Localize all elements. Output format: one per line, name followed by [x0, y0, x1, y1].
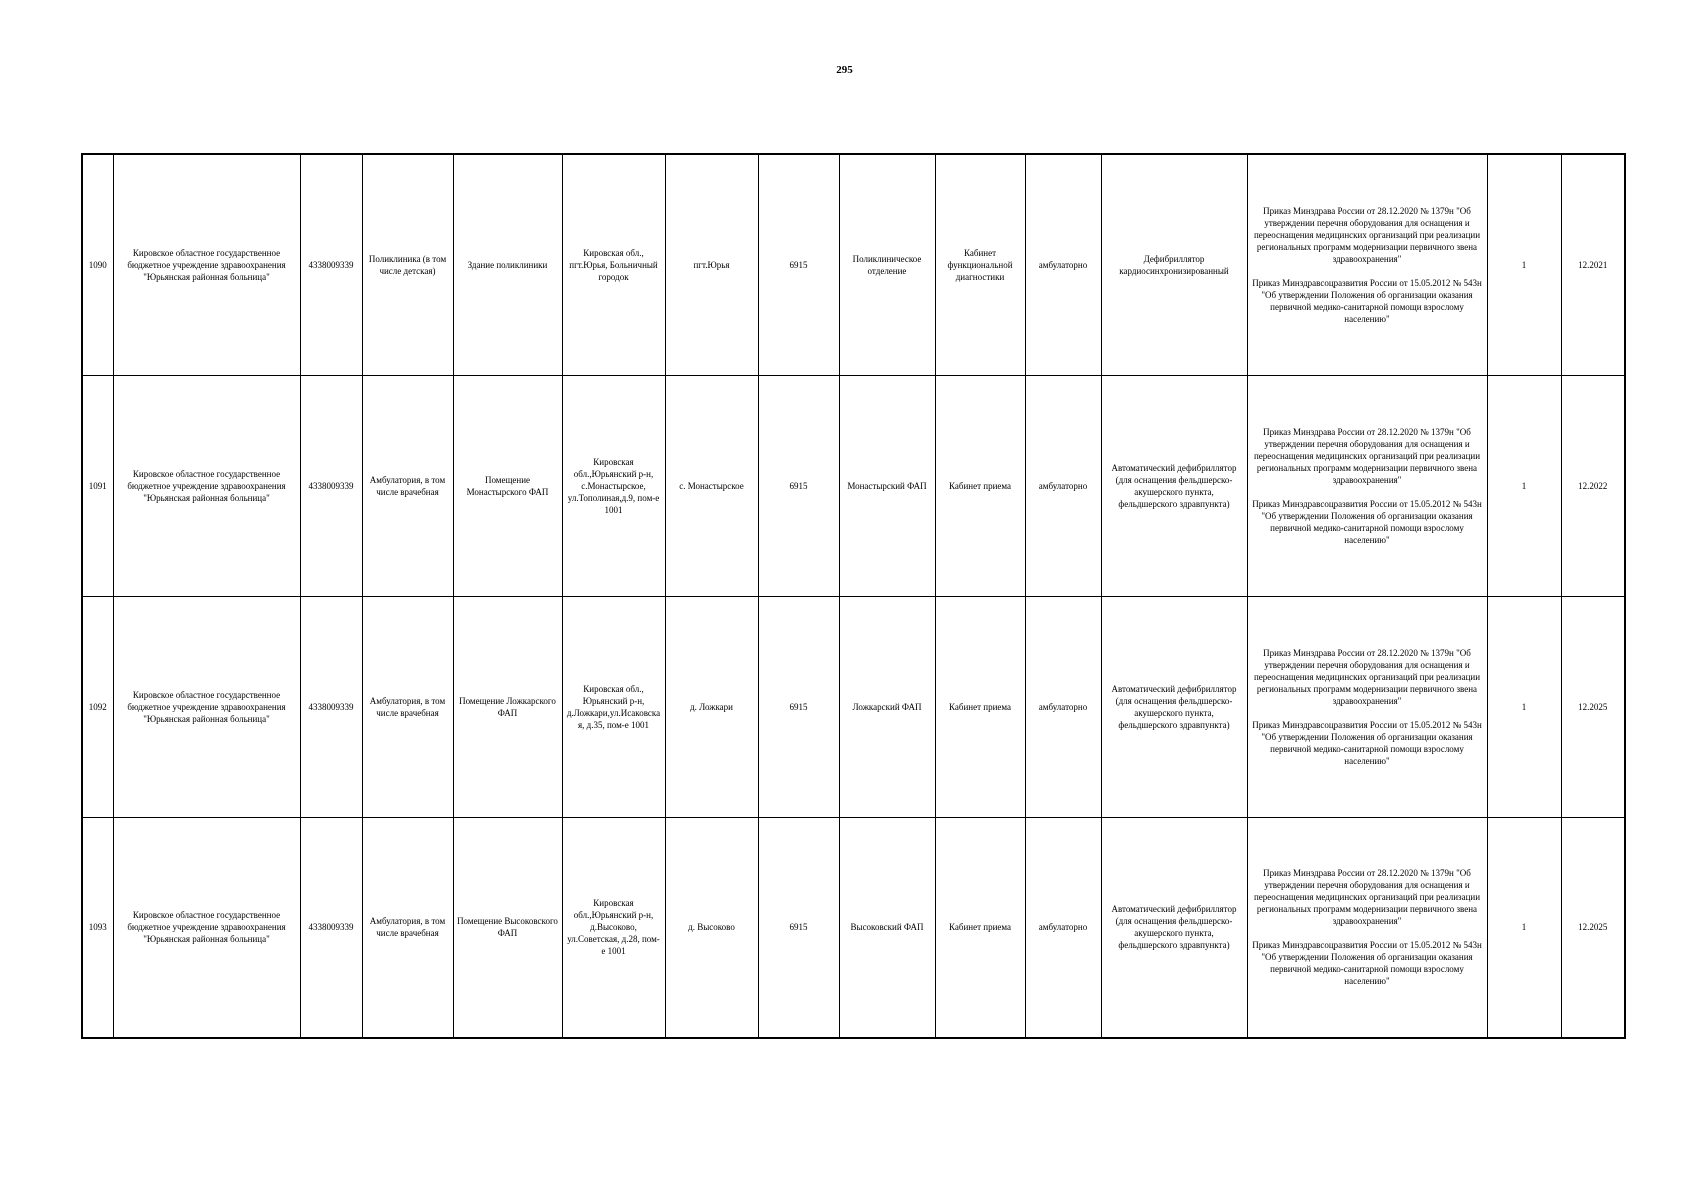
building: Помещение Ложкарского ФАП [453, 596, 562, 817]
quantity: 1 [1487, 154, 1561, 375]
care-mode: амбулаторно [1025, 154, 1101, 375]
building: Помещение Высоковского ФАП [453, 817, 562, 1038]
legal-basis-order-543n: Приказ Минздравсоцразвития России от 15.05.2012 № 543н "Об утверждении Положения об организации оказания первичной медико-санитарной помощи взрослому населению" [1252, 719, 1482, 766]
equipment: Автоматический дефибриллятор (для оснащения фельдшерско-акушерского пункта, фельдшерского здравпункта) [1101, 817, 1247, 1038]
organization-name: Кировское областное государственное бюджетное учреждение здравоохранения "Юрьянская районная больница" [113, 596, 300, 817]
organization-name: Кировское областное государственное бюджетное учреждение здравоохранения "Юрьянская районная больница" [113, 154, 300, 375]
room: Кабинет функциональной диагностики [935, 154, 1025, 375]
facility-type: Амбулатория, в том числе врачебная [362, 375, 453, 596]
care-mode: амбулаторно [1025, 817, 1101, 1038]
row-number: 1093 [82, 817, 113, 1038]
inn: 4338009339 [300, 154, 362, 375]
date: 12.2025 [1561, 817, 1625, 1038]
row-number: 1091 [82, 375, 113, 596]
settlement: д. Ложкари [665, 596, 758, 817]
table-row [82, 375, 1625, 596]
table-row [82, 596, 1625, 817]
department: Поликлиническое отделение [839, 154, 935, 375]
row-number: 1092 [82, 596, 113, 817]
organization-name: Кировское областное государственное бюджетное учреждение здравоохранения "Юрьянская районная больница" [113, 375, 300, 596]
equipment: Дефибриллятор кардиосинхронизированный [1101, 154, 1247, 375]
department: Монастырский ФАП [839, 375, 935, 596]
legal-basis [1247, 375, 1487, 596]
legal-basis-order-1379n: Приказ Минздрава России от 28.12.2020 № 1379н "Об утверждении перечня оборудования для оснащения и переоснащения медицинских организаций при реализации региональных программ модернизации первичного звена здравоохранения" [1253, 868, 1481, 927]
building: Здание поликлиники [453, 154, 562, 375]
settlement: д. Высоково [665, 817, 758, 1038]
row-number: 1090 [82, 154, 113, 375]
facility-type: Амбулатория, в том числе врачебная [362, 596, 453, 817]
settlement: пгт.Юрья [665, 154, 758, 375]
date: 12.2022 [1561, 375, 1625, 596]
table-row [82, 817, 1625, 1038]
legal-basis-order-543n: Приказ Минздравсоцразвития России от 15.05.2012 № 543н "Об утверждении Положения об организации оказания первичной медико-санитарной помощи взрослому населению" [1252, 940, 1482, 987]
inn: 4338009339 [300, 817, 362, 1038]
address: Кировская обл., Юрьянский р-н, д.Ложкари,ул.Исаковская, д.35, пом-е 1001 [562, 596, 665, 817]
date: 12.2021 [1561, 154, 1625, 375]
organization-name: Кировское областное государственное бюджетное учреждение здравоохранения "Юрьянская районная больница" [113, 817, 300, 1038]
code: 6915 [758, 596, 839, 817]
equipment: Автоматический дефибриллятор (для оснащения фельдшерско-акушерского пункта, фельдшерского здравпункта) [1101, 375, 1247, 596]
inn: 4338009339 [300, 375, 362, 596]
quantity: 1 [1487, 375, 1561, 596]
legal-basis [1247, 154, 1487, 375]
settlement: с. Монастырское [665, 375, 758, 596]
legal-basis-order-1379n: Приказ Минздрава России от 28.12.2020 № 1379н "Об утверждении перечня оборудования для оснащения и переоснащения медицинских организаций при реализации региональных программ модернизации первичного звена здравоохранения" [1253, 426, 1481, 485]
department: Ложкарский ФАП [839, 596, 935, 817]
facility-type: Амбулатория, в том числе врачебная [362, 817, 453, 1038]
quantity: 1 [1487, 817, 1561, 1038]
legal-basis-order-543n: Приказ Минздравсоцразвития России от 15.05.2012 № 543н "Об утверждении Положения об организации оказания первичной медико-санитарной помощи взрослому населению" [1252, 498, 1482, 545]
legal-basis [1247, 596, 1487, 817]
date: 12.2025 [1561, 596, 1625, 817]
code: 6915 [758, 817, 839, 1038]
code: 6915 [758, 154, 839, 375]
legal-basis-order-1379n: Приказ Минздрава России от 28.12.2020 № 1379н "Об утверждении перечня оборудования для оснащения и переоснащения медицинских организаций при реализации региональных программ модернизации первичного звена здравоохранения" [1253, 647, 1481, 706]
equipment: Автоматический дефибриллятор (для оснащения фельдшерско-акушерского пункта, фельдшерского здравпункта) [1101, 596, 1247, 817]
address: Кировская обл.,Юрьянский р-н, с.Монастырское, ул.Тополиная,д.9, пом-е 1001 [562, 375, 665, 596]
building: Помещение Монастырского ФАП [453, 375, 562, 596]
care-mode: амбулаторно [1025, 596, 1101, 817]
legal-basis-order-1379n: Приказ Минздрава России от 28.12.2020 № 1379н "Об утверждении перечня оборудования для оснащения и переоснащения медицинских организаций при реализации региональных программ модернизации первичного звена здравоохранения" [1253, 205, 1481, 264]
equipment-registry-table [81, 153, 1626, 1039]
quantity: 1 [1487, 596, 1561, 817]
table-row [82, 154, 1625, 375]
code: 6915 [758, 375, 839, 596]
legal-basis-order-543n: Приказ Минздравсоцразвития России от 15.05.2012 № 543н "Об утверждении Положения об организации оказания первичной медико-санитарной помощи взрослому населению" [1252, 277, 1482, 324]
inn: 4338009339 [300, 596, 362, 817]
room: Кабинет приема [935, 596, 1025, 817]
address: Кировская обл., пгт.Юрья, Больничный городок [562, 154, 665, 375]
care-mode: амбулаторно [1025, 375, 1101, 596]
department: Высоковский ФАП [839, 817, 935, 1038]
address: Кировская обл.,Юрьянский р-н, д.Высоково, ул.Советская, д.28, пом-е 1001 [562, 817, 665, 1038]
facility-type: Поликлиника (в том числе детская) [362, 154, 453, 375]
room: Кабинет приема [935, 817, 1025, 1038]
legal-basis [1247, 817, 1487, 1038]
page-number: 295 [836, 64, 853, 76]
room: Кабинет приема [935, 375, 1025, 596]
